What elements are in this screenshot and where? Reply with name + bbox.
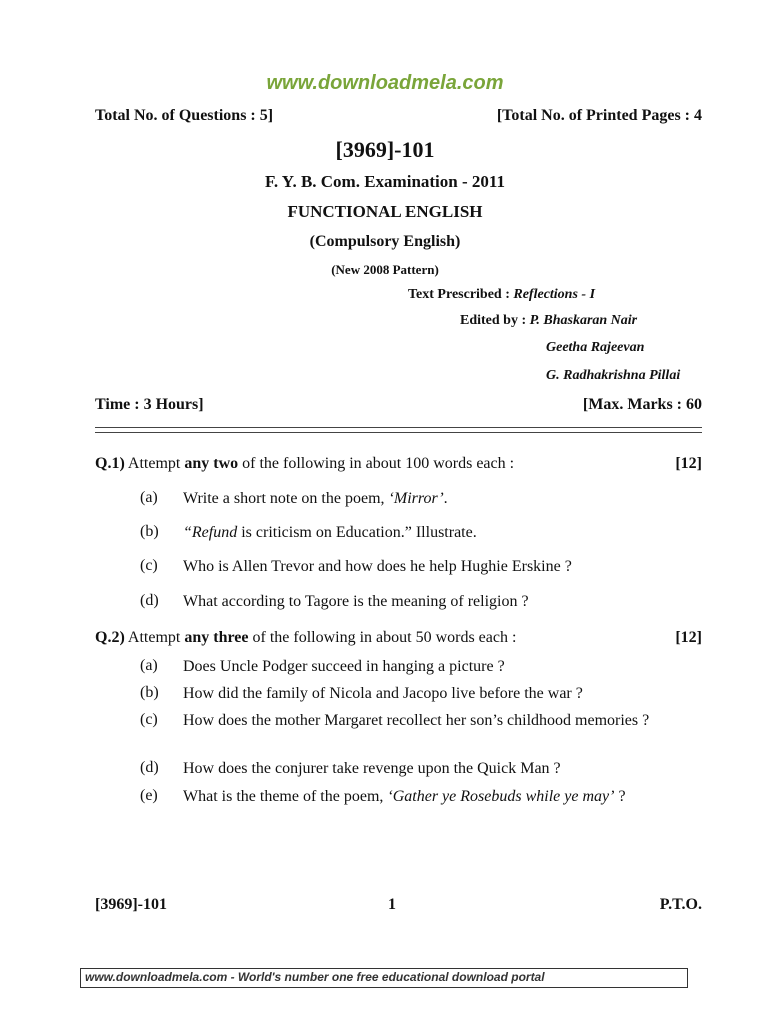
q1-emph: any two <box>184 455 239 472</box>
q1a-main: Write a short note on the poem, <box>183 490 389 507</box>
q2b-label: (b) <box>140 684 159 701</box>
footer-banner <box>80 968 688 988</box>
time-label: Time : 3 Hours] <box>95 396 204 413</box>
q2-number: Q.2) <box>95 629 125 646</box>
q1a-ital: ‘Mirror’ <box>388 490 444 507</box>
footer-banner-text[interactable]: www.downloadmela.com - World's number one free educational download portal <box>85 970 545 984</box>
pto-label: P.T.O. <box>659 896 702 913</box>
edited-by <box>460 313 637 329</box>
q2e-text <box>183 787 668 807</box>
q1-heading <box>95 455 514 473</box>
total-pages: [Total No. of Printed Pages : 4 <box>496 107 702 124</box>
footer-code: [3969]-101 <box>95 896 167 913</box>
subject-title: FUNCTIONAL ENGLISH <box>287 202 483 221</box>
q1-marks: [12] <box>675 455 702 472</box>
compulsory-label: (Compulsory English) <box>309 233 461 250</box>
page-number: 1 <box>388 896 396 913</box>
q1a-after: . <box>443 490 448 507</box>
q2b-text: How did the family of Nicola and Jacopo live before the war ? <box>183 685 583 702</box>
exam-title: F. Y. B. Com. Examination - 2011 <box>265 172 505 191</box>
q1b-ital: “Refund <box>183 524 238 541</box>
q1-number: Q.1) <box>95 455 125 472</box>
divider-top <box>95 427 702 428</box>
q2d-text: How does the conjurer take revenge upon the Quick Man ? <box>183 760 561 777</box>
q1d-label: (d) <box>140 592 159 609</box>
q1b-after: is criticism on Education.” Illustrate. <box>237 524 477 541</box>
text-prescribed-label: Text Prescribed : <box>408 287 510 302</box>
watermark-top: www.downloadmela.com <box>266 72 504 94</box>
pattern-label: (New 2008 Pattern) <box>331 262 439 277</box>
q2a-text: Does Uncle Podger succeed in hanging a picture ? <box>183 658 505 675</box>
divider-bottom <box>95 432 702 433</box>
q2c-text: How does the mother Margaret recollect her son’s childhood memories ? <box>183 712 650 729</box>
editor-1: P. Bhaskaran Nair <box>529 313 638 328</box>
q1-pre: Attempt <box>127 455 181 472</box>
q1b-text <box>183 523 668 543</box>
q1c-label: (c) <box>140 557 158 574</box>
q1b-label: (b) <box>140 523 159 540</box>
q2e-after: ? <box>614 788 626 805</box>
q2d-label: (d) <box>140 759 159 776</box>
q1d-text: What according to Tagore is the meaning of religion ? <box>183 593 529 610</box>
edited-by-label: Edited by : <box>460 313 527 328</box>
editor-3: G. Radhakrishna Pillai <box>546 368 681 383</box>
q2-pre: Attempt <box>127 629 181 646</box>
q2c-label: (c) <box>140 711 158 728</box>
q1c-text: Who is Allen Trevor and how does he help Hughie Erskine ? <box>183 558 572 575</box>
q2-emph: any three <box>184 629 249 646</box>
text-prescribed <box>408 287 595 303</box>
q2a-label: (a) <box>140 657 158 674</box>
max-marks: [Max. Marks : 60 <box>582 396 702 413</box>
editor-2: Geetha Rajeevan <box>546 340 645 355</box>
q2-post: of the following in about 50 words each : <box>252 629 517 646</box>
total-questions: Total No. of Questions : 5] <box>95 107 274 124</box>
text-prescribed-value: Reflections - I <box>513 287 596 302</box>
q1-post: of the following in about 100 words each : <box>242 455 515 472</box>
q2e-ital: ‘Gather ye Rosebuds while ye may’ <box>387 788 615 805</box>
q1a-text <box>183 489 668 509</box>
q2-heading <box>95 629 516 647</box>
q2e-label: (e) <box>140 787 158 804</box>
paper-code: [3969]-101 <box>335 137 435 162</box>
q2-marks: [12] <box>675 629 702 646</box>
q2e-main: What is the theme of the poem, <box>183 788 388 805</box>
q1a-label: (a) <box>140 489 158 506</box>
